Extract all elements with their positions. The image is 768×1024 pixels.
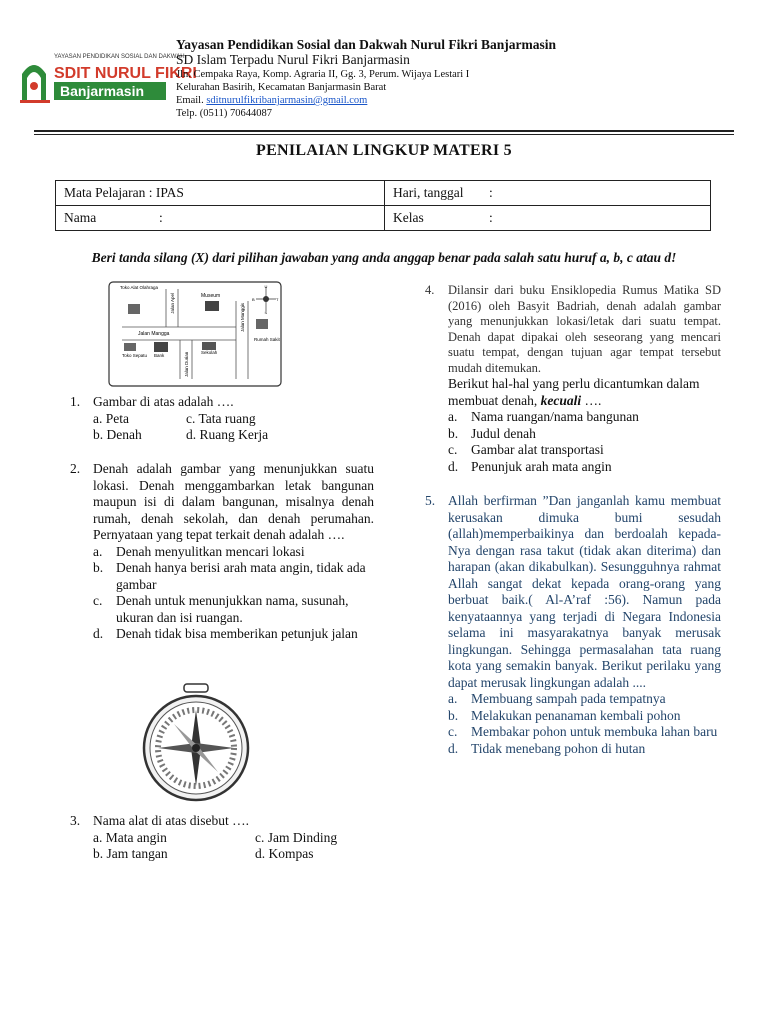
q5-c-text: Membakar pohon untuk membuka lahan baru (471, 724, 718, 739)
compass-t: T (276, 297, 279, 302)
org-name: Yayasan Pendidikan Sosial dan Dakwah Nurul Fikri Banjarmasin (176, 37, 556, 52)
phone-line: Telp. (0511) 70644087 (176, 108, 272, 119)
class-label: Kelas (393, 210, 424, 225)
q2-b-text: Denah hanya berisi arah mata angin, tidak ada gambar (116, 560, 366, 592)
map-label-toko-alat: Toko Alat Olahraga (120, 285, 159, 290)
compass-b: B (252, 297, 255, 302)
map-label-toko-sepatu: Toko Sepatu (122, 353, 148, 358)
map-label-jalan-mangga: Jalan Mangga (138, 331, 170, 337)
q4-d-letter: d. (448, 458, 459, 474)
class-colon: : (489, 210, 493, 225)
q4-text: Berikut hal-hal yang perlu dicantumkan dalam membuat denah, (448, 376, 700, 408)
school-name: SD Islam Terpadu Nurul Fikri Banjarmasin (176, 52, 410, 67)
q2-b-letter: b. (93, 560, 104, 575)
q5-c-letter: c. (448, 724, 458, 739)
map-label-sekolah: Sekolah (201, 350, 218, 355)
q4-c-text: Gambar alat transportasi (471, 442, 604, 457)
q4-number: 4. (425, 283, 435, 297)
q4-b-text: Judul denah (471, 425, 536, 441)
map-label-jalan-apel: Jalan Apel (170, 293, 175, 314)
header-rule-thin (34, 134, 734, 135)
q2-option-d[interactable] (93, 626, 374, 643)
sport-shop-icon (128, 304, 140, 314)
logo-city: Banjarmasin (60, 83, 145, 99)
q1-text: Gambar di atas adalah …. (93, 394, 234, 409)
q3-option-d[interactable]: d. Kompas (255, 846, 314, 861)
email-label: Email. (176, 95, 204, 106)
q5-option-b[interactable] (448, 708, 721, 725)
q1-option-a[interactable]: a. Peta (93, 410, 129, 426)
question-3 (70, 813, 380, 863)
q3-option-a[interactable]: a. Mata angin (93, 829, 167, 845)
bank-icon (154, 342, 168, 352)
q3-text: Nama alat di atas disebut …. (93, 813, 249, 828)
q5-option-d[interactable] (448, 741, 721, 758)
header-rule-thick (34, 130, 734, 132)
q4-option-a[interactable] (448, 409, 721, 426)
q2-d-text: Denah tidak bisa memberikan petunjuk jalan (116, 626, 358, 641)
q4-a-letter: a. (448, 409, 458, 424)
compass-s: S (264, 310, 268, 315)
q1-number: 1. (70, 394, 81, 409)
q4-question (448, 376, 721, 409)
email-line (176, 95, 367, 106)
q5-b-text: Melakukan penanaman kembali pohon (471, 707, 681, 723)
student-info-table (55, 180, 711, 231)
email-link[interactable]: sditnurulfikribanjarmasin@gmail.com (206, 95, 368, 106)
q4-dots: …. (584, 392, 602, 408)
question-4 (425, 283, 721, 475)
logo-emblem-icon (20, 65, 50, 103)
map-label-jalan-manggis: Jalan Manggis (240, 303, 245, 333)
hospital-icon (256, 319, 268, 329)
q1-option-d[interactable]: d. Ruang Kerja (186, 427, 269, 442)
compass-icon (138, 684, 254, 802)
map-label-rumah-sakit: Rumah Sakit (254, 337, 280, 342)
q2-option-b[interactable] (93, 560, 374, 593)
q5-d-letter: d. (448, 740, 459, 756)
q5-option-c[interactable] (448, 724, 721, 741)
q5-a-letter: a. (448, 691, 458, 706)
map-label-jalan-durian: Jalan Durian (184, 351, 189, 377)
compass-figure (138, 684, 254, 802)
logo-name: SDIT NURUL FIKRI (54, 65, 197, 82)
q4-d-text: Penunjuk arah mata angin (471, 458, 612, 474)
question-5 (425, 493, 721, 757)
q2-d-letter: d. (93, 626, 104, 641)
q5-option-a[interactable] (448, 691, 721, 708)
q5-number: 5. (425, 493, 436, 508)
q2-c-text: Denah untuk menunjukkan nama, susunah, ukuran dan isi ruangan. (116, 593, 349, 625)
q5-d-text: Tidak menebang pohon di hutan (471, 740, 646, 756)
q1-option-c[interactable]: c. Tata ruang (186, 410, 256, 426)
q2-a-letter: a. (93, 543, 103, 559)
page-title: PENILAIAN LINGKUP MATERI 5 (256, 142, 512, 159)
q4-kecuali: kecuali (540, 392, 582, 408)
shoe-shop-icon (124, 343, 136, 351)
q2-text: Denah adalah gambar yang menunjukkan suatu lokasi. Denah menggambarkan letak bangunan maupun isi di dalam bangunan, misalnya denah rumah, denah sekolah, dan denah perumahan. Pernyataan yang tepat terkait denah adalah …. (93, 461, 374, 542)
name-cell[interactable] (56, 206, 385, 231)
q4-b-letter: b. (448, 425, 459, 441)
q4-a-text: Nama ruangan/nama bangunan (471, 409, 639, 424)
compass-u: U (264, 284, 268, 289)
q5-b-letter: b. (448, 707, 459, 723)
map-label-bank: Bank (154, 353, 165, 358)
subject-label: Mata Pelajaran : IPAS (64, 185, 184, 200)
logo-top-text: YAYASAN PENDIDIKAN SOSIAL DAN DAKWAH (54, 54, 185, 60)
q4-source-text: Dilansir dari buku Ensiklopedia Rumus Matika SD (2016) oleh Basyit Badriah, denah adalah gambar yang menunjukkan lokasi/letak dari suatu tempat. Denah dapat dipakai oleh seseorang yang mencari suatu tempat, dengan tujuan agar tempat tersebut mudah ditemukan. (448, 283, 721, 375)
museum-icon (205, 301, 219, 311)
name-label: Nama (64, 210, 97, 225)
q2-c-letter: c. (93, 593, 103, 608)
day-label: Hari, tanggal (393, 185, 464, 200)
instruction-text: Beri tanda silang (X) dari pilihan jawaban yang anda anggap benar pada salah satu huruf a, b, c atau d! (91, 250, 677, 265)
q4-c-letter: c. (448, 442, 458, 457)
school-icon (202, 342, 216, 350)
q3-option-b[interactable]: b. Jam tangan (93, 846, 168, 861)
q3-option-c[interactable]: c. Jam Dinding (255, 829, 338, 845)
question-1 (70, 394, 380, 444)
q3-number: 3. (70, 813, 81, 828)
q5-a-text: Membuang sampah pada tempatnya (471, 691, 666, 706)
q2-number: 2. (70, 461, 81, 476)
q2-a-text: Denah menyulitkan mencari lokasi (116, 543, 305, 559)
q1-option-b[interactable]: b. Denah (93, 427, 142, 442)
map-figure (108, 281, 282, 387)
class-cell[interactable] (385, 206, 711, 231)
day-cell[interactable] (385, 181, 711, 206)
name-colon: : (159, 210, 163, 225)
address-line-1: Jln. Cempaka Raya, Komp. Agraria II, Gg. 3, Perum. Wijaya Lestari I (176, 69, 470, 80)
q4-option-c[interactable] (448, 442, 721, 459)
q5-text: Allah berfirman ”Dan janganlah kamu membuat kerusakan dimuka bumi sesudah (allah)memperbaikinya dan berdoalah kepada-Nya dengan rasa takut (tidak akan diterima) dan harapan (akan dikabulkan). Sesungguhnya rahmat Allah sangat dekat kepada orang-orang yang berbuat baik.( Al-A’raf :56). Namun pada kenyataannya yang terjadi di Negara Indonesia selama ini masyarakatnya banyak merusak lingkungan. Sehingga permasalahan tata ruang kota yang semakin banyak. Berikut perilaku yang dapat merusak lingkungan adalah .... (448, 493, 721, 690)
day-colon: : (489, 185, 493, 200)
q4-option-d[interactable] (448, 459, 721, 476)
address-line-2: Kelurahan Basirih, Kecamatan Banjarmasin Barat (176, 82, 387, 93)
map-label-museum: Museum (201, 293, 221, 299)
q4-option-b[interactable] (448, 426, 721, 443)
question-2 (70, 461, 374, 643)
q2-option-a[interactable] (93, 544, 374, 561)
subject-cell (56, 181, 385, 206)
q2-option-c[interactable] (93, 593, 374, 626)
